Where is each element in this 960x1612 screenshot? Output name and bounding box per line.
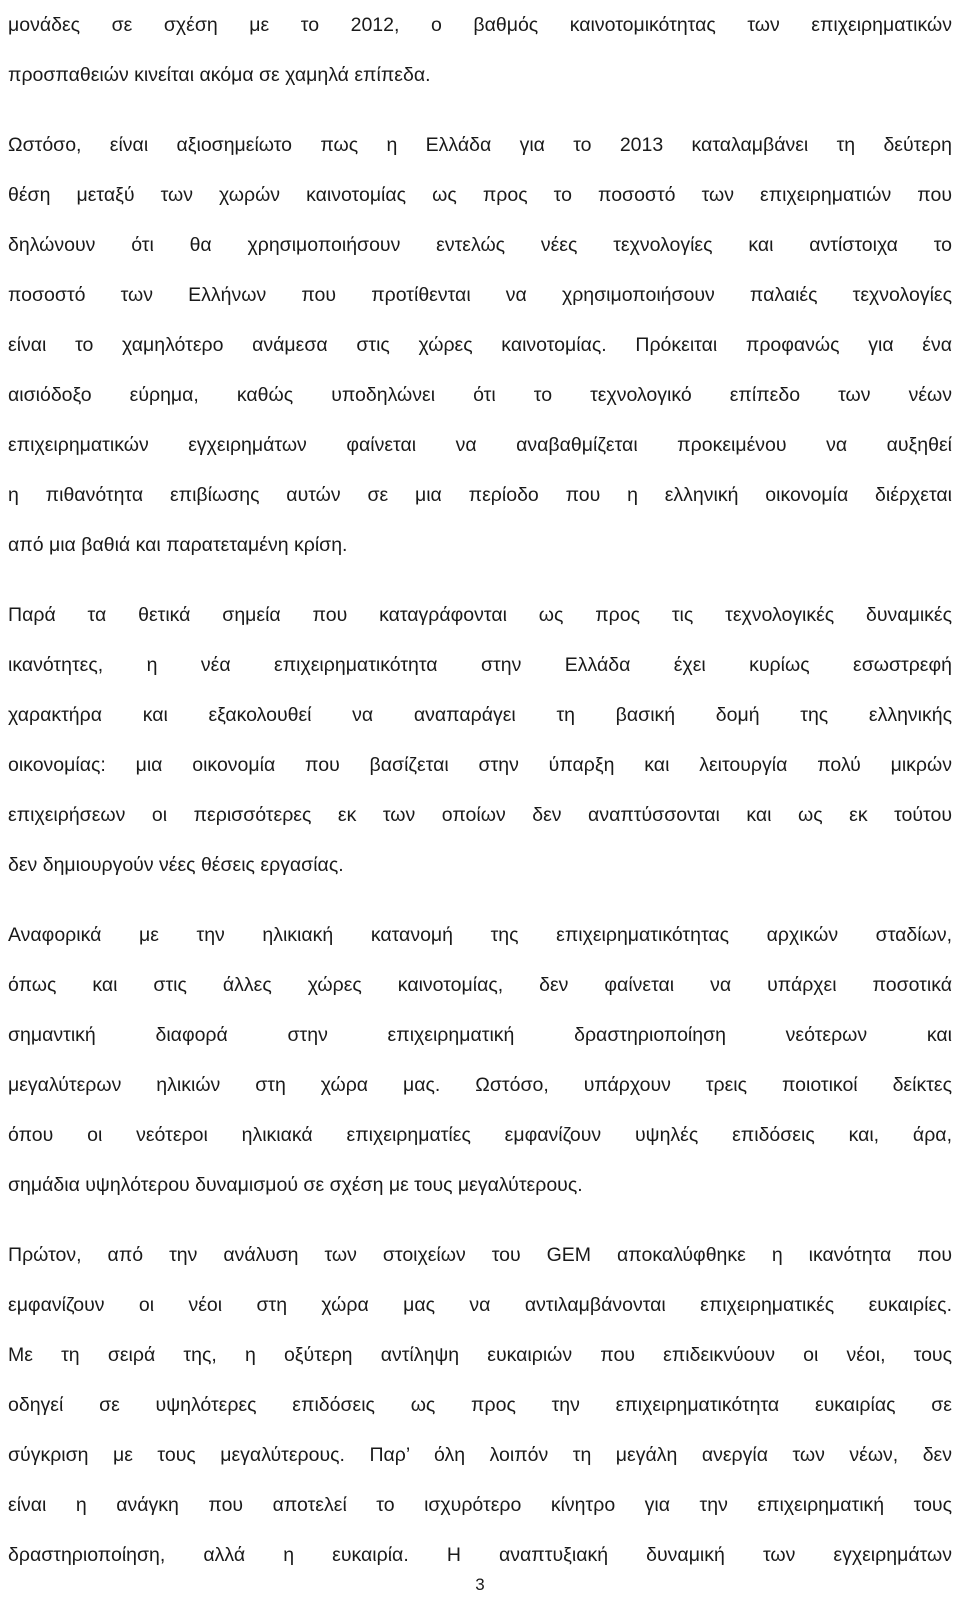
text-line: σημάδια υψηλότερου δυναμισμού σε σχέση με τους μεγαλύτερους. [8,1174,583,1196]
text-line: Αναφορικά με την ηλικιακή κατανομή της επιχειρηματικότητας αρχικών σταδίων, [8,924,952,946]
text-line: δηλώνουν ότι θα χρησιμοποιήσουν εντελώς νέες τεχνολογίες και αντίστοιχα το [8,234,952,256]
paragraph [8,120,952,570]
text-line: η πιθανότητα επιβίωσης αυτών σε μια περίοδο που η ελληνική οικονομία διέρχεται [8,484,952,506]
text-line: όπως και στις άλλες χώρες καινοτομίας, δεν φαίνεται να υπάρχει ποσοτικά [8,974,952,996]
text-line: δραστηριοποίηση, αλλά η ευκαιρία. Η αναπτυξιακή δυναμική των εγχειρημάτων [8,1544,952,1566]
text-line: είναι το χαμηλότερο ανάμεσα στις χώρες καινοτομίας. Πρόκειται προφανώς για ένα [8,334,952,356]
page-body [8,0,952,1600]
text-line: αισιόδοξο εύρημα, καθώς υποδηλώνει ότι το τεχνολογικό επίπεδο των νέων [8,384,952,406]
text-line: Πρώτον, από την ανάλυση των στοιχείων του GEM αποκαλύφθηκε η ικανότητα που [8,1244,952,1266]
text-line: δεν δημιουργούν νέες θέσεις εργασίας. [8,854,344,876]
page-number: 3 [475,1575,485,1594]
text-line: από μια βαθιά και παρατεταμένη κρίση. [8,534,348,556]
text-line: είναι η ανάγκη που αποτελεί το ισχυρότερο κίνητρο για την επιχειρηματική τους [8,1494,952,1516]
text-line: χαρακτήρα και εξακολουθεί να αναπαράγει τη βασική δομή της ελληνικής [8,704,952,726]
text-line: θέση μεταξύ των χωρών καινοτομίας ως προς το ποσοστό των επιχειρηματιών που [8,184,952,206]
text-line: Παρά τα θετικά σημεία που καταγράφονται ως προς τις τεχνολογικές δυναμικές [8,604,952,626]
text-line: προσπαθειών κινείται ακόμα σε χαμηλά επίπεδα. [8,64,431,86]
text-line: οδηγεί σε υψηλότερες επιδόσεις ως προς την επιχειρηματικότητα ευκαιρίας σε [8,1394,952,1416]
text-line: επιχειρηματικών εγχειρημάτων φαίνεται να αναβαθμίζεται προκειμένου να αυξηθεί [8,434,952,456]
text-line: ικανότητες, η νέα επιχειρηματικότητα στην Ελλάδα έχει κυρίως εσωστρεφή [8,654,952,676]
text-line: σύγκριση με τους μεγαλύτερους. Παρ’ όλη λοιπόν τη μεγάλη ανεργία των νέων, δεν [8,1444,952,1466]
paragraph [8,590,952,890]
paragraph [8,910,952,1210]
text-line: μονάδες σε σχέση με το 2012, ο βαθμός καινοτομικότητας των επιχειρηματικών [8,14,952,36]
text-line: μεγαλύτερων ηλικιών στη χώρα μας. Ωστόσο, υπάρχουν τρεις ποιοτικοί δείκτες [8,1074,952,1096]
paragraph [8,0,952,100]
text-line: οικονομίας: μια οικονομία που βασίζεται στην ύπαρξη και λειτουργία πολύ μικρών [8,754,952,776]
text-line: εμφανίζουν οι νέοι στη χώρα μας να αντιλαμβάνονται επιχειρηματικές ευκαιρίες. [8,1294,952,1316]
text-line: Με τη σειρά της, η οξύτερη αντίληψη ευκαιριών που επιδεικνύουν οι νέοι, τους [8,1344,952,1366]
text-line: σημαντική διαφορά στην επιχειρηματική δραστηριοποίηση νεότερων και [8,1024,952,1046]
text-line: ποσοστό των Ελλήνων που προτίθενται να χρησιμοποιήσουν παλαιές τεχνολογίες [8,284,952,306]
paragraph [8,1230,952,1580]
text-line: Ωστόσο, είναι αξιοσημείωτο πως η Ελλάδα για το 2013 καταλαμβάνει τη δεύτερη [8,134,952,156]
text-line: επιχειρήσεων οι περισσότερες εκ των οποίων δεν αναπτύσσονται και ως εκ τούτου [8,804,952,826]
text-line: όπου οι νεότεροι ηλικιακά επιχειρηματίες εμφανίζουν υψηλές επιδόσεις και, άρα, [8,1124,952,1146]
